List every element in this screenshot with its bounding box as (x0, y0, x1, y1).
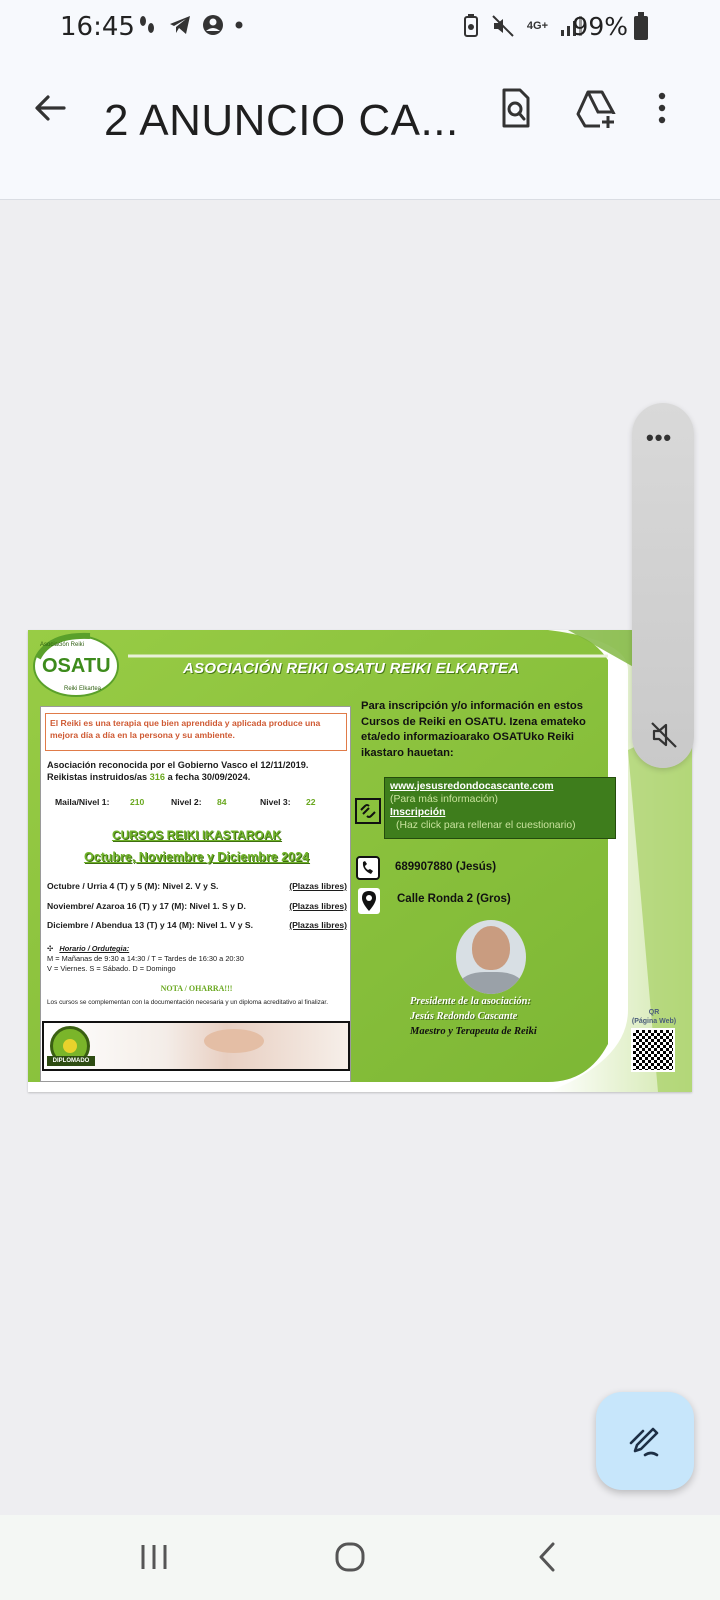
network-type: 4G+ (526, 20, 548, 32)
logo-ring-bottom: Reiki Elkartea (64, 686, 102, 692)
recent-apps-icon[interactable] (134, 1537, 174, 1577)
nota-heading: NOTA / OHARRA!!! (160, 984, 233, 993)
document-title: 2 ANUNCIO CA... (104, 96, 459, 145)
osatu-logo (30, 630, 122, 700)
logo-ring-top: Asociación Reiki (40, 642, 85, 648)
diplomado-label: DIPLOMADO (47, 1056, 95, 1066)
find-in-page-icon[interactable] (494, 86, 538, 130)
fast-scroll-handle[interactable] (632, 403, 694, 768)
qr-code-icon[interactable] (631, 1028, 675, 1072)
course-row: Noviembre/ Azaroa 16 (T) y 17 (M): Nivel 1. S y D. (Plazas libres) (47, 901, 347, 911)
schedule-line-1: M = Mañanas de 9:30 a 14:30 / T = Tardes de 16:30 a 20:30 (47, 954, 244, 963)
intro-text: El Reiki es una terapia que bien aprendida y aplicada produce una mejora día a día en la persona y su ambiente. (45, 713, 347, 751)
location-pin-icon (358, 888, 380, 914)
instructed-count: 316 (149, 772, 165, 782)
president-role: Maestro y Terapeuta de Reiki (410, 1026, 537, 1037)
plazas-libres-link[interactable]: (Plazas libres) (289, 901, 347, 911)
level-3-label: Nivel 3: (260, 797, 291, 807)
inscription-text: Para inscripción y/o información en estos Cursos de Reiki en OSATU. Izena emateko eta/edo informazioarako OSATUko Reiki ikastaro hauetan: (361, 700, 586, 759)
battery-icon (634, 16, 648, 40)
more-vert-icon[interactable] (650, 86, 674, 130)
association-info (47, 759, 347, 783)
courses-subtitle: Octubre, Noviembre y Diciembre 2024 (83, 850, 310, 864)
level-2-value: 84 (217, 797, 227, 807)
status-bar (0, 10, 720, 42)
home-icon[interactable] (330, 1537, 370, 1577)
instructed-line: Reikistas instruidos/as 316 a fecha 30/09/2024. (47, 772, 251, 782)
reiki-photo (42, 1021, 350, 1071)
system-nav-bar (0, 1515, 720, 1600)
back-nav-icon[interactable] (528, 1537, 568, 1577)
president-name: Jesús Redondo Cascante (410, 1011, 518, 1022)
phone-icon (356, 856, 380, 880)
document-page[interactable] (28, 630, 692, 1092)
course-row: Diciembre / Abendua 13 (T) y 14 (M): Nivel 1. V y S. (Plazas libres) (47, 920, 347, 930)
address: Calle Ronda 2 (Gros) (397, 893, 511, 905)
telegram-icon (168, 14, 192, 36)
president-photo (456, 920, 526, 994)
phone-number: 689907880 (Jesús) (395, 861, 497, 873)
back-arrow-icon[interactable] (30, 88, 70, 128)
schedule-line-2: V = Viernes. S = Sábado. D = Domingo (47, 964, 176, 973)
website-link[interactable]: www.jesusredondocascante.com (390, 781, 554, 792)
battery-saver-icon (463, 14, 479, 38)
course-row: Octubre / Urria 4 (T) y 5 (M): Nivel 2. V y S. (Plazas libres) (47, 881, 347, 891)
web-links-box (384, 777, 616, 839)
edit-annotate-button[interactable] (596, 1392, 694, 1490)
diploma-note: Los cursos se complementan con la documentación necesaria y un diploma acreditativo al finalizar. (47, 999, 328, 1006)
courses-title: CURSOS REIKI IKASTAROAK (111, 828, 282, 842)
drive-add-icon[interactable] (574, 86, 618, 130)
level-1-label: Maila/Nivel 1: (55, 797, 110, 807)
org-title: ASOCIACIÓN REIKI OSATU REIKI ELKARTEA (183, 660, 520, 677)
top-app-bar (0, 0, 720, 200)
steps-icon (136, 14, 158, 36)
recognized-line: Asociación reconocida por el Gobierno Vasco el 12/11/2019. (47, 760, 309, 770)
dot-icon (234, 14, 244, 36)
logo-text: OSATU (42, 655, 111, 677)
level-1-value: 210 (130, 797, 145, 807)
level-3-value: 22 (306, 797, 316, 807)
battery-percent: 99% (572, 12, 628, 41)
edit-pen-icon (625, 1421, 665, 1461)
link-icon (355, 798, 381, 824)
courses-panel (40, 706, 351, 1082)
plazas-libres-link[interactable]: (Plazas libres) (289, 881, 347, 891)
inscription-sub: (Haz click para rellenar el cuestionario) (396, 820, 576, 831)
schedule-info: ✣ Horario / Ordutegia: M = Mañanas de 9:30 a 14:30 / T = Tardes de 16:30 a 20:30 V = Viernes. S = Sábado. D = Domingo (47, 944, 347, 974)
more-dots-icon[interactable]: ••• (646, 425, 673, 450)
mute-status-icon (491, 14, 515, 38)
president-title: Presidente de la asociación: (410, 996, 532, 1007)
inscription-link[interactable]: Inscripción (390, 807, 446, 818)
volume-off-icon[interactable] (648, 719, 680, 751)
level-2-label: Nivel 2: (171, 797, 202, 807)
qr-label: QR (Página Web) (631, 1009, 677, 1025)
account-circle-icon (202, 14, 224, 36)
website-sub: (Para más información) (390, 794, 498, 805)
plazas-libres-link[interactable]: (Plazas libres) (289, 920, 347, 930)
schedule-title: Horario / Ordutegia: (59, 944, 130, 953)
status-time: 16:45 (60, 12, 135, 42)
